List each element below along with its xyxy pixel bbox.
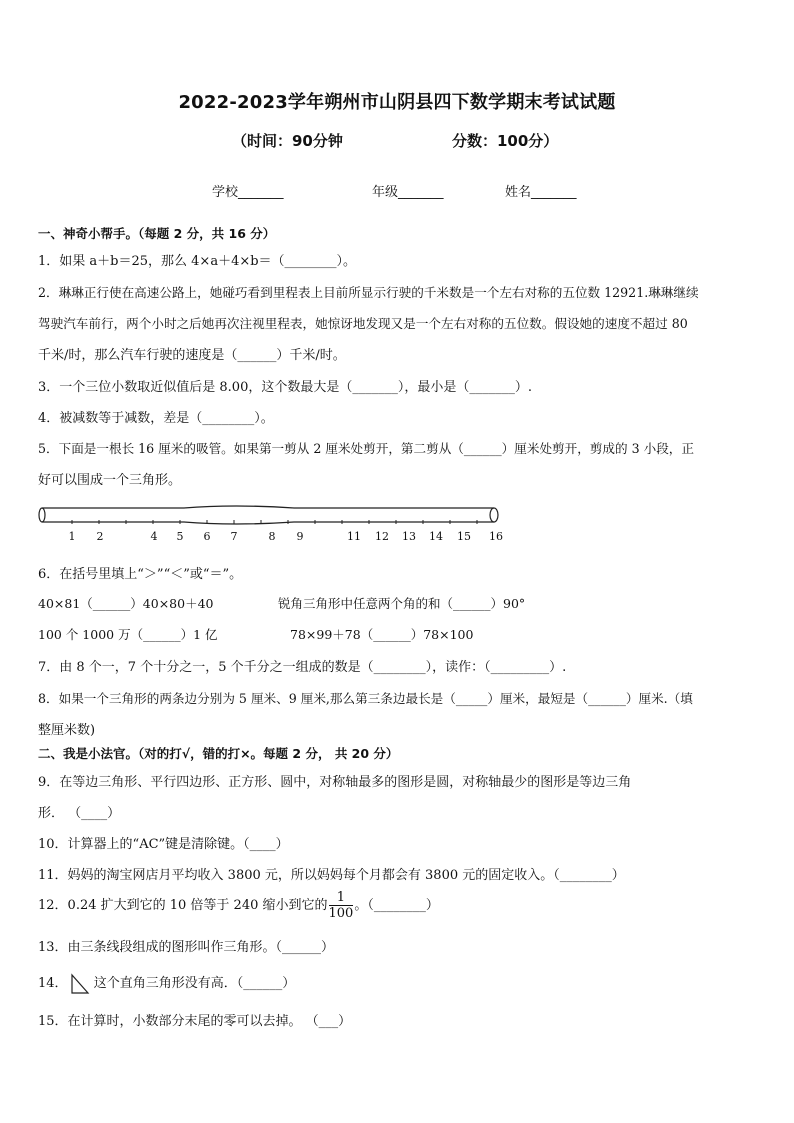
question-6-c: 100 个 1000 万（______）1 亿 (38, 627, 218, 642)
straw-label: 16 (489, 530, 503, 543)
question-12-answer: 。（________） (354, 898, 439, 913)
question-8-line-2: 整厘米数) (38, 723, 96, 738)
question-12 (38, 890, 439, 921)
question-5-line-2: 好可以围成一个三角形。 (38, 473, 182, 488)
straw-label: 4 (150, 530, 158, 543)
fraction-numerator: 1 (329, 890, 354, 906)
question-10: 10．计算器上的“AC”键是清除键。（____） (38, 837, 289, 852)
score-label: 分数：100分） (452, 132, 559, 150)
question-3: 3．一个三位小数取近似值后是 8.00，这个数最大是（_______），最小是（_______）. (38, 380, 532, 395)
straw-ruler-figure (34, 500, 514, 546)
question-11: 11．妈妈的淘宝网店月平均收入 3800 元，所以妈妈每个月都会有 3800 元的固定收入。（________） (38, 868, 625, 883)
question-5-line-1: 5．下面是一根长 16 厘米的吸管。如果第一剪从 2 厘米处剪开，第二剪从（______）厘米处剪开，剪成的 3 小段，正 (38, 441, 694, 456)
question-7: 7．由 8 个一，7 个十分之一，5 个千分之一组成的数是（________），读作：（_________）. (38, 660, 567, 675)
question-6-b: 锐角三角形中任意两个角的和（______）90° (278, 596, 526, 611)
straw-label: 14 (429, 530, 443, 543)
question-8-line-1: 8．如果一个三角形的两条边分别为 5 厘米、9 厘米,那么第三条边最长是（_____）厘米，最短是（______）厘米.（填 (38, 691, 693, 706)
question-4: 4．被减数等于减数，差是（________）。 (38, 411, 274, 426)
straw-label: 13 (402, 530, 416, 543)
question-6-d: 78×99＋78（______）78×100 (290, 627, 474, 642)
question-6: 6．在括号里填上“＞”“＜”或“＝”。 (38, 567, 243, 582)
straw-label: 1 (68, 530, 76, 543)
straw-label: 9 (296, 530, 304, 543)
fraction-one-hundredth (329, 890, 354, 921)
question-14 (38, 972, 295, 995)
straw-label: 15 (457, 530, 471, 543)
right-triangle-icon (70, 973, 90, 995)
time-label: （时间：90分钟 (232, 132, 343, 150)
question-6-a: 40×81（______）40×80＋40 (38, 596, 214, 611)
school-field: 学校_______ (212, 185, 284, 200)
question-14-number: 14． (38, 976, 68, 991)
straw-label: 11 (347, 530, 361, 543)
straw-label: 12 (375, 530, 389, 543)
question-9-line-1: 9．在等边三角形、平行四边形、正方形、圆中，对称轴最多的图形是圆，对称轴最少的图形是等边三角 (38, 775, 632, 790)
question-1: 1．如果 a＋b＝25，那么 4×a＋4×b＝（________）。 (38, 254, 357, 269)
question-14-text: 这个直角三角形没有高．（______） (93, 976, 296, 991)
straw-label: 7 (230, 530, 238, 543)
section-2-heading: 二、我是小法官。（对的打√，错的打×。每题 2 分， 共 20 分） (38, 746, 399, 761)
name-field: 姓名_______ (505, 185, 577, 200)
question-2-line-2: 驾驶汽车前行，两个小时之后她再次注视里程表，她惊讶地发现又是一个左右对称的五位数。假设她的速度不超过 80 (38, 316, 688, 331)
question-12-text: 12．0.24 扩大到它的 10 倍等于 240 缩小到它的 (38, 898, 328, 913)
straw-label: 6 (203, 530, 211, 543)
section-1-heading: 一、神奇小帮手。（每题 2 分，共 16 分） (38, 226, 276, 241)
straw-label: 5 (176, 530, 184, 543)
question-15: 15．在计算时，小数部分末尾的零可以去掉。 （___） (38, 1014, 352, 1029)
question-2-line-3: 千米/时，那么汽车行驶的速度是（______）千米/时。 (38, 348, 346, 363)
fraction-denominator: 100 (328, 906, 354, 921)
page-title: 2022-2023学年朔州市山阴县四下数学期末考试试题 (178, 92, 616, 113)
grade-field: 年级_______ (372, 185, 444, 200)
straw-label: 8 (268, 530, 276, 543)
question-9-line-2: 形． （____） (38, 806, 121, 821)
question-13: 13．由三条线段组成的图形叫作三角形。（______） (38, 940, 335, 955)
question-2-line-1: 2．琳琳正行使在高速公路上，她碰巧看到里程表上目前所显示行驶的千米数是一个左右对称的五位数 12921.琳琳继续 (38, 285, 699, 300)
straw-label: 2 (96, 530, 104, 543)
